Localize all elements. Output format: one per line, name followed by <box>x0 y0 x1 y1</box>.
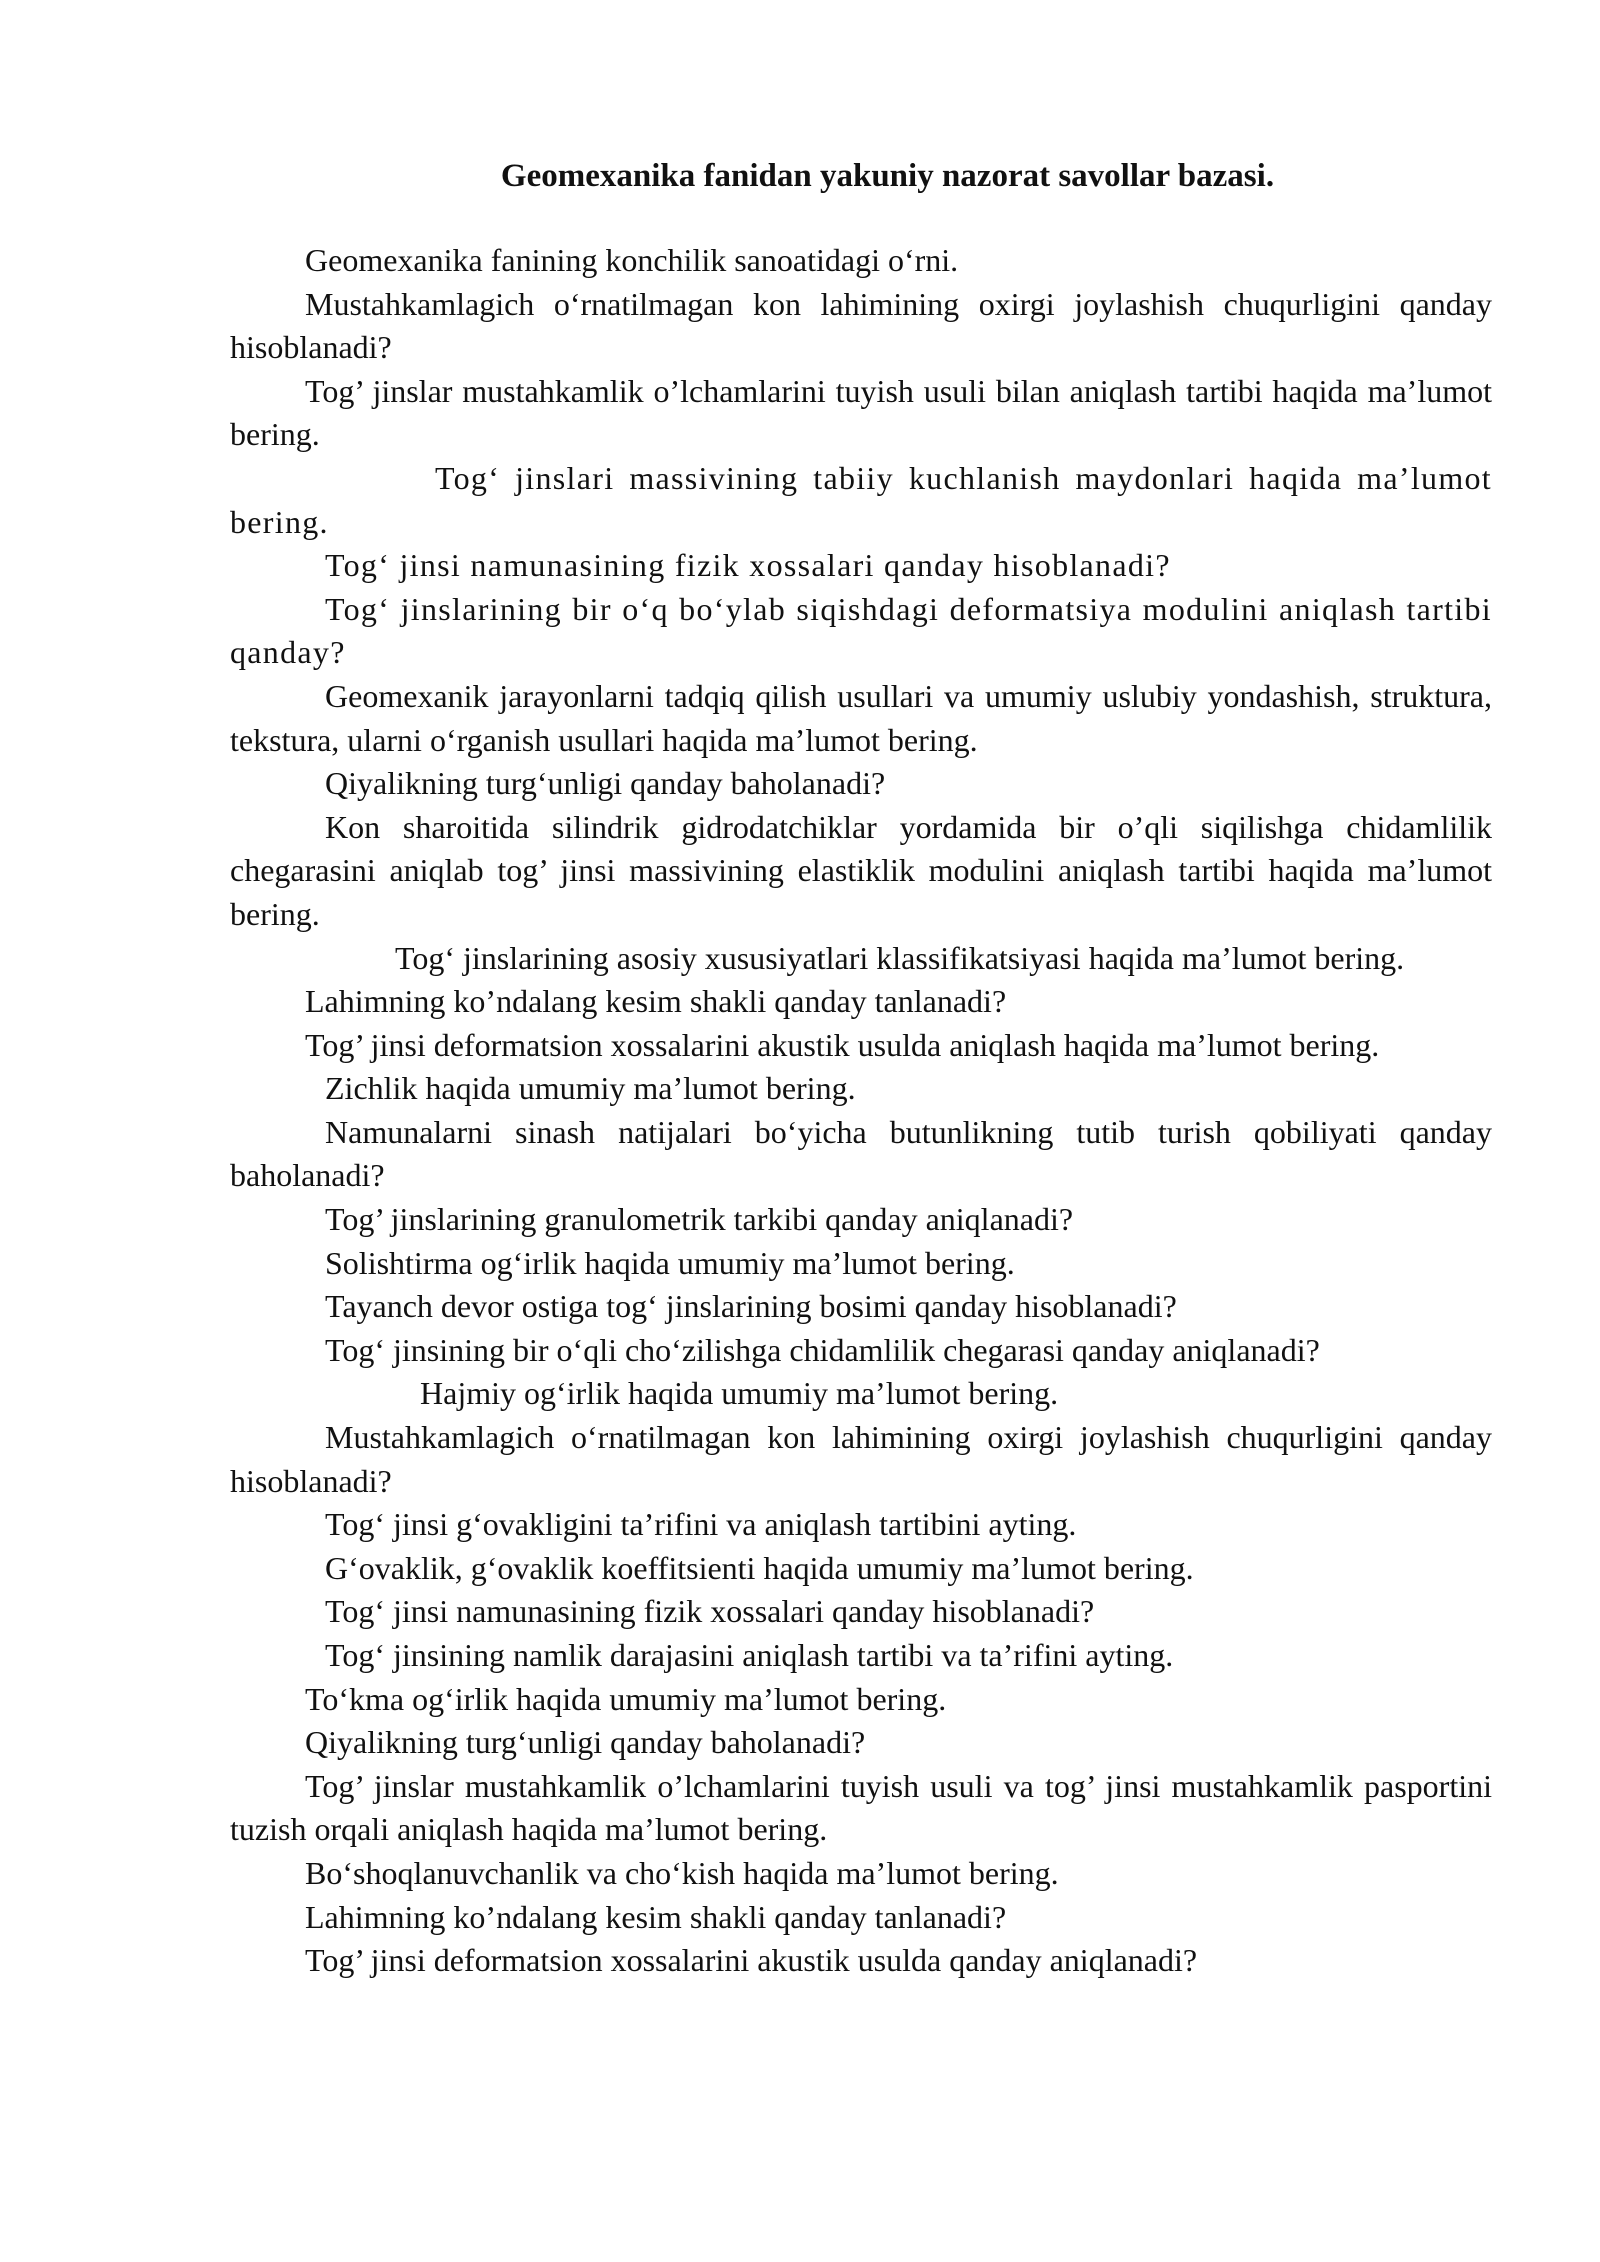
question-item: Bo‘shoqlanuvchanlik va cho‘kish haqida ma’lumot bering. <box>305 1854 1059 1891</box>
question-item: Tog‘ jinsining namlik darajasini aniqlash tartibi va ta’rifini ayting. <box>325 1637 1174 1673</box>
question-item: Tog’ jinsi deformatsion xossalarini akustik usulda aniqlash haqida ma’lumot bering. <box>305 1026 1380 1063</box>
question-item: Qiyalikning turg‘unligi qanday baholanadi? <box>325 765 886 802</box>
question-item: Zichlik haqida umumiy ma’lumot bering. <box>325 1070 856 1107</box>
question-item: Tog‘ jinslarining asosiy xususiyatlari klassifikatsiyasi haqida ma’lumot bering. <box>395 939 1405 976</box>
question-item: Tog‘ jinsi g‘ovakligini ta’rifini va aniqlash tartibini ayting. <box>325 1506 1077 1543</box>
question-item: Geomexanik jarayonlarni tadqiq qilish usullari va umumiy uslubiy yondashish, struktura, tekstura, ularni o‘rganish usullari haqida ma’lumot bering. <box>230 677 1492 758</box>
question-item: Tog‘ jinslarining bir o‘q bo‘ylab siqishdagi deformatsiya modulini aniqlash tartibi qanday? <box>230 590 1492 671</box>
question-item: Tog’ jinslar mustahkamlik o’lchamlarini tuyish usuli bilan aniqlash tartibi haqida ma’lumot bering. <box>230 372 1492 453</box>
question-item: Lahimning ko’ndalang kesim shakli qanday tanlanadi? <box>305 983 1007 1020</box>
question-item: Tayanch devor ostiga tog‘ jinslarining bosimi qanday hisoblanadi? <box>325 1288 1177 1325</box>
question-item: Tog‘ jinslari massivining tabiiy kuchlanish maydonlari haqida ma’lumot bering. <box>230 459 1492 540</box>
question-item: Tog‘ jinsi namunasining fizik xossalari qanday hisoblanadi? <box>325 1593 1095 1630</box>
question-item: Tog‘ jinsi namunasining fizik xossalari qanday hisoblanadi? <box>325 547 1171 584</box>
question-item: To‘kma og‘irlik haqida umumiy ma’lumot bering. <box>305 1680 947 1717</box>
question-item: G‘ovaklik, g‘ovaklik koeffitsienti haqida umumiy ma’lumot bering. <box>325 1549 1194 1586</box>
question-item: Tog’ jinsi deformatsion xossalarini akustik usulda qanday aniqlanadi? <box>305 1942 1198 1979</box>
question-item: Geomexanika fanining konchilik sanoatidagi o‘rni. <box>305 242 959 278</box>
question-item: Tog’ jinslarining granulometrik tarkibi qanday aniqlanadi? <box>325 1201 1074 1238</box>
question-item: Tog’ jinslar mustahkamlik o’lchamlarini tuyish usuli va tog’ jinsi mustahkamlik pasportini tuzish orqali aniqlash haqida ma’lumot bering. <box>230 1767 1492 1848</box>
question-item: Hajmiy og‘irlik haqida umumiy ma’lumot bering. <box>420 1375 1059 1412</box>
question-item: Lahimning ko’ndalang kesim shakli qanday tanlanadi? <box>305 1898 1007 1935</box>
question-item: Namunalarni sinash natijalari bo‘yicha butunlikning tutib turish qobiliyati qanday baholanadi? <box>230 1113 1492 1194</box>
question-item: Kon sharoitida silindrik gidrodatchiklar yordamida bir o’qli siqilishga chidamlilik chegarasini aniqlab tog’ jinsi massivining elastiklik modulini aniqlash tartibi haqida ma’lumot bering. <box>230 808 1492 932</box>
question-item: Mustahkamlagich o‘rnatilmagan kon lahimining oxirgi joylashish chuqurligini qanday hisoblanadi? <box>230 1419 1492 1499</box>
document-title: Geomexanika fanidan yakuniy nazorat savollar bazasi. <box>500 158 1275 194</box>
question-item: Mustahkamlagich o‘rnatilmagan kon lahimining oxirgi joylashish chuqurligini qanday hisoblanadi? <box>230 285 1492 366</box>
question-item: Qiyalikning turg‘unligi qanday baholanadi? <box>305 1724 866 1761</box>
question-item: Solishtirma og‘irlik haqida umumiy ma’lumot bering. <box>325 1244 1015 1281</box>
question-list <box>230 239 1492 1983</box>
question-item: Tog‘ jinsining bir o‘qli cho‘zilishga chidamlilik chegarasi qanday aniqlanadi? <box>325 1331 1320 1368</box>
